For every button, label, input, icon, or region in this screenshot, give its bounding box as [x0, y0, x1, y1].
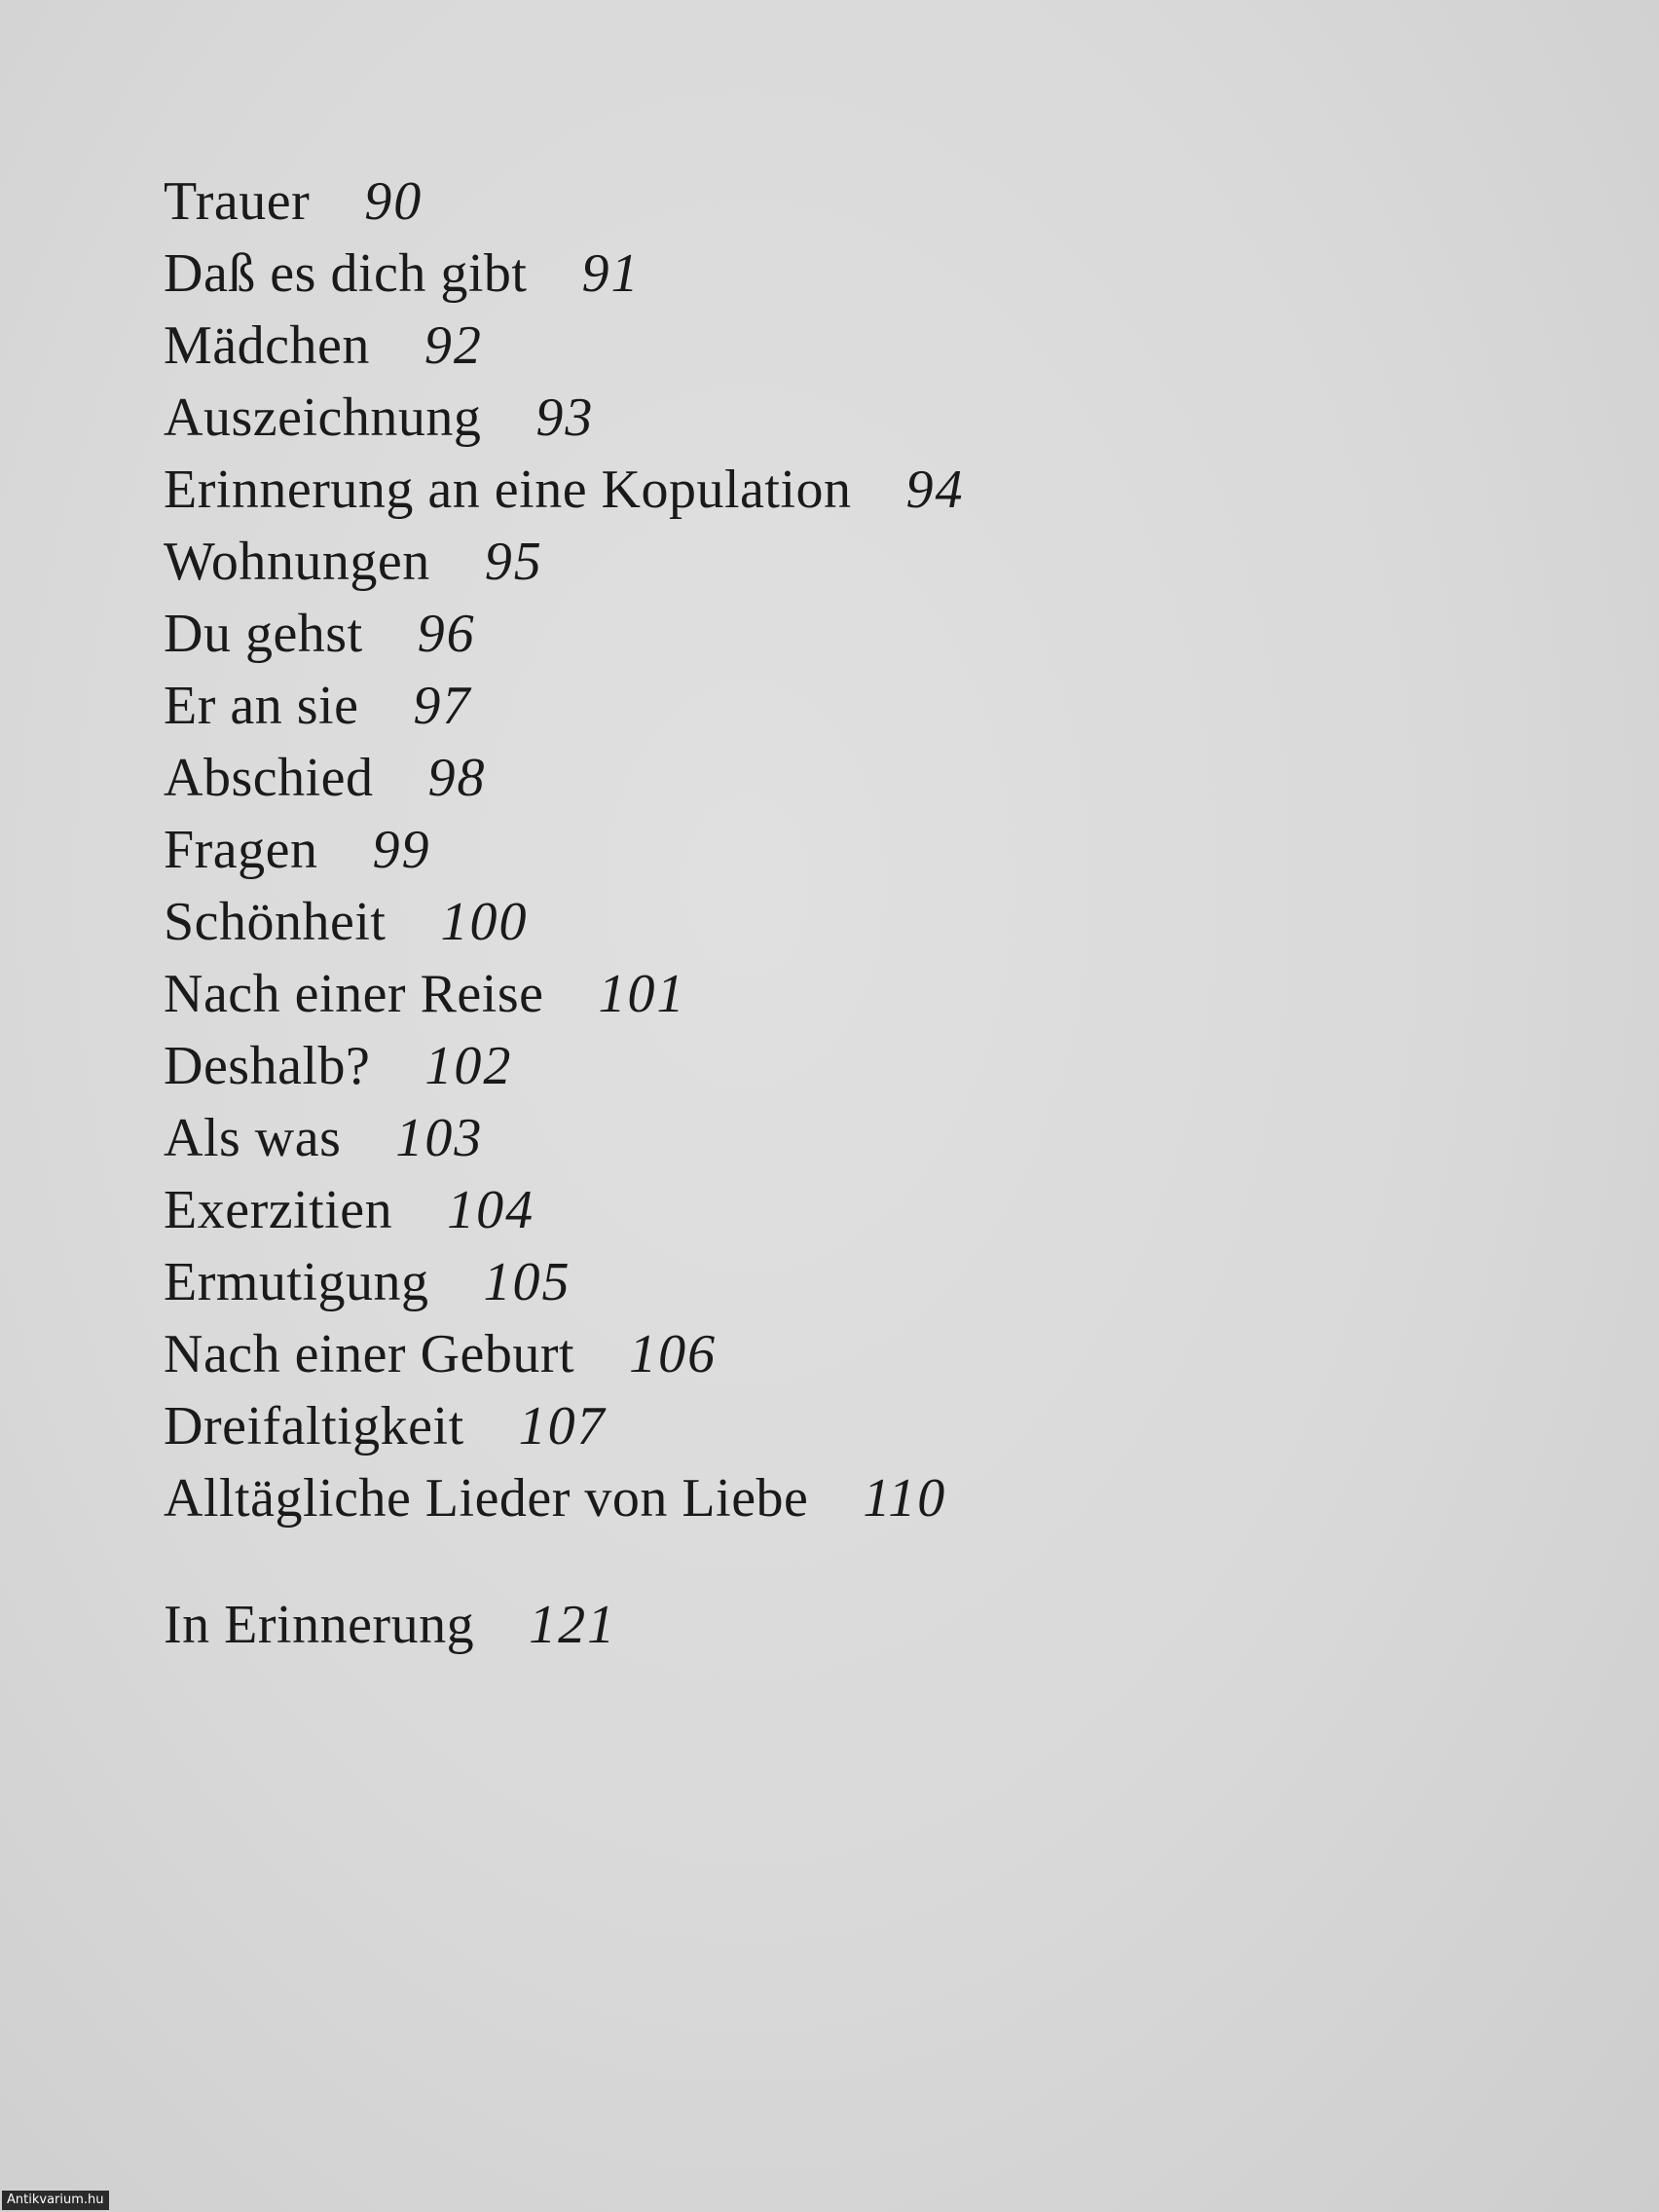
toc-entry — [164, 1390, 1332, 1462]
watermark-label: Antikvarium.hu — [2, 2191, 109, 2210]
toc-entry-title: Abschied — [164, 748, 374, 808]
toc-entry — [164, 742, 1332, 814]
toc-entry — [164, 310, 1332, 382]
toc-entry — [164, 886, 1332, 958]
toc-entry-page: 110 — [863, 1468, 947, 1529]
toc-entry-title: Auszeichnung — [164, 387, 482, 448]
toc-entry — [164, 1462, 1332, 1534]
toc-entry — [164, 166, 1332, 238]
toc-entry-title: Nach einer Geburt — [164, 1324, 575, 1384]
toc-entry — [164, 526, 1332, 598]
toc-entry-title: Erinnerung an eine Kopulation — [164, 460, 852, 520]
toc-entry — [164, 454, 1332, 526]
toc-entry-title: Alltägliche Lieder von Liebe — [164, 1468, 809, 1529]
toc-entry — [164, 238, 1332, 310]
toc-entry — [164, 958, 1332, 1030]
toc-entry-title: Exerzitien — [164, 1180, 393, 1240]
toc-entry — [164, 1030, 1332, 1102]
toc-entry-page: 99 — [372, 820, 431, 880]
toc-entry-page: 90 — [364, 171, 424, 232]
toc-entry-page: 95 — [484, 532, 543, 592]
table-of-contents — [164, 166, 1332, 1661]
toc-entry-page: 121 — [529, 1595, 617, 1655]
toc-entry — [164, 1102, 1332, 1174]
toc-entry — [164, 670, 1332, 742]
toc-section-gap — [164, 1534, 1332, 1589]
toc-entry — [164, 1174, 1332, 1246]
toc-entry-page: 97 — [413, 676, 472, 736]
toc-entry — [164, 1318, 1332, 1390]
toc-entry-title: Er an sie — [164, 676, 359, 736]
toc-entry-final — [164, 1589, 1332, 1661]
toc-entry-title: Du gehst — [164, 604, 363, 664]
toc-entry-title: Wohnungen — [164, 532, 430, 592]
toc-entry-page: 94 — [905, 460, 965, 520]
toc-entry — [164, 598, 1332, 670]
toc-entry-title: Fragen — [164, 820, 318, 880]
toc-entry-page: 102 — [424, 1036, 513, 1096]
toc-entry-title: In Erinnerung — [164, 1595, 475, 1655]
toc-entry-page: 101 — [598, 964, 686, 1024]
toc-entry — [164, 382, 1332, 454]
toc-entry-page: 92 — [424, 315, 483, 376]
toc-entry-title: Deshalb? — [164, 1036, 371, 1096]
toc-entry-page: 106 — [629, 1324, 718, 1384]
toc-entry — [164, 814, 1332, 886]
toc-entry-page: 96 — [417, 604, 476, 664]
toc-entry-title: Trauer — [164, 171, 311, 232]
toc-entry-page: 93 — [535, 387, 595, 448]
toc-entry-page: 100 — [440, 892, 529, 952]
toc-entry-title: Nach einer Reise — [164, 964, 544, 1024]
toc-entry-title: Dreifaltigkeit — [164, 1396, 464, 1456]
toc-entry-title: Ermutigung — [164, 1252, 429, 1312]
toc-entry-title: Als was — [164, 1108, 342, 1168]
toc-entry-page: 105 — [483, 1252, 571, 1312]
toc-entry-page: 98 — [427, 748, 487, 808]
toc-entry-title: Mädchen — [164, 315, 370, 376]
toc-entry-page: 103 — [395, 1108, 484, 1168]
toc-entry-page: 104 — [447, 1180, 535, 1240]
toc-entry-title: Daß es dich gibt — [164, 243, 528, 304]
toc-entry-page: 91 — [581, 243, 641, 304]
toc-entry — [164, 1246, 1332, 1318]
toc-entry-title: Schönheit — [164, 892, 387, 952]
toc-entry-page: 107 — [518, 1396, 607, 1456]
